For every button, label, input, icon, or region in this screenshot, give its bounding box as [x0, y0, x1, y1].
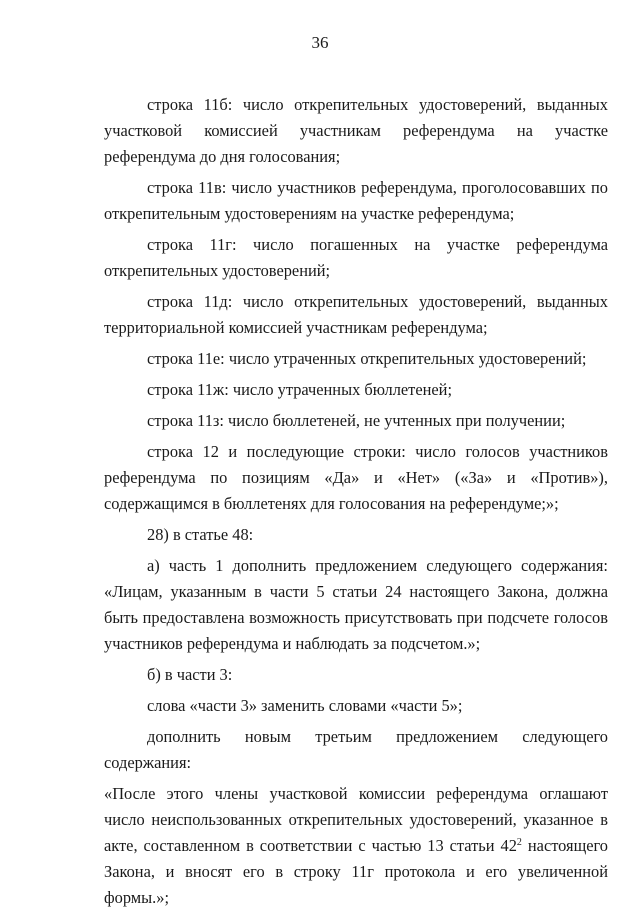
paragraph-line-11e: строка 11е: число утраченных открепительных удостоверений;	[147, 349, 587, 369]
page-number: 36	[311, 33, 329, 52]
paragraph-add-sentence: дополнить новым третьим предложением следующего содержания:	[104, 726, 608, 772]
paragraph-line-11zh: строка 11ж: число утраченных бюллетеней;	[147, 380, 452, 399]
paragraph-part-3: б) в части 3:	[147, 665, 233, 684]
paragraph-line-11v: строка 11в: число участников референдума, проголосовавших по открепительным удостоверениям на участке референдума;	[104, 178, 608, 224]
document-body	[104, 92, 608, 916]
paragraph-line-11d: строка 11д: число открепительных удостоверений, выданных территориальной комиссией участникам референдума;	[104, 292, 608, 338]
paragraph-line-11z: строка 11з: число бюллетеней, не учтенных при получении;	[147, 410, 566, 430]
superscript-index: 2	[516, 837, 522, 848]
paragraph-line-11b: строка 11б: число открепительных удостоверений, выданных участковой комиссией участникам референдума на участке референдума до дня голосования;	[104, 95, 608, 167]
paragraph-line-11g: строка 11г: число погашенных на участке референдума открепительных удостоверений;	[104, 235, 608, 281]
paragraph-replace-words: слова «части 3» заменить словами «части 5»;	[147, 695, 463, 715]
quoted-sentence-end: настоящего Закона, и вносят его в строку 11г протокола и его увеличенной формы.»;	[104, 836, 608, 908]
quoted-sentence-start: «После этого члены участковой комиссии референдума оглашают число неиспользованных открепительных удостоверений, указанное в акте, составленном в соответствии с частью 13 статьи 42	[104, 783, 608, 855]
paragraph-article-48: 28) в статье 48:	[147, 524, 254, 544]
paragraph-part-1: а) часть 1 дополнить предложением следующего содержания: «Лицам, указанным в части 5 статьи 24 настоящего Закона, должна быть предоставлена возможность присутствовать при подсчете голосов участников референдума и наблюдать за подсчетом.»;	[104, 555, 608, 654]
paragraph-quoted-sentence	[104, 781, 608, 912]
paragraph-line-12: строка 12 и последующие строки: число голосов участников референдума по позициям «Да» и «Нет» («За» и «Против»), содержащимся в бюллетенях для голосования на референдуме;»;	[104, 441, 608, 513]
